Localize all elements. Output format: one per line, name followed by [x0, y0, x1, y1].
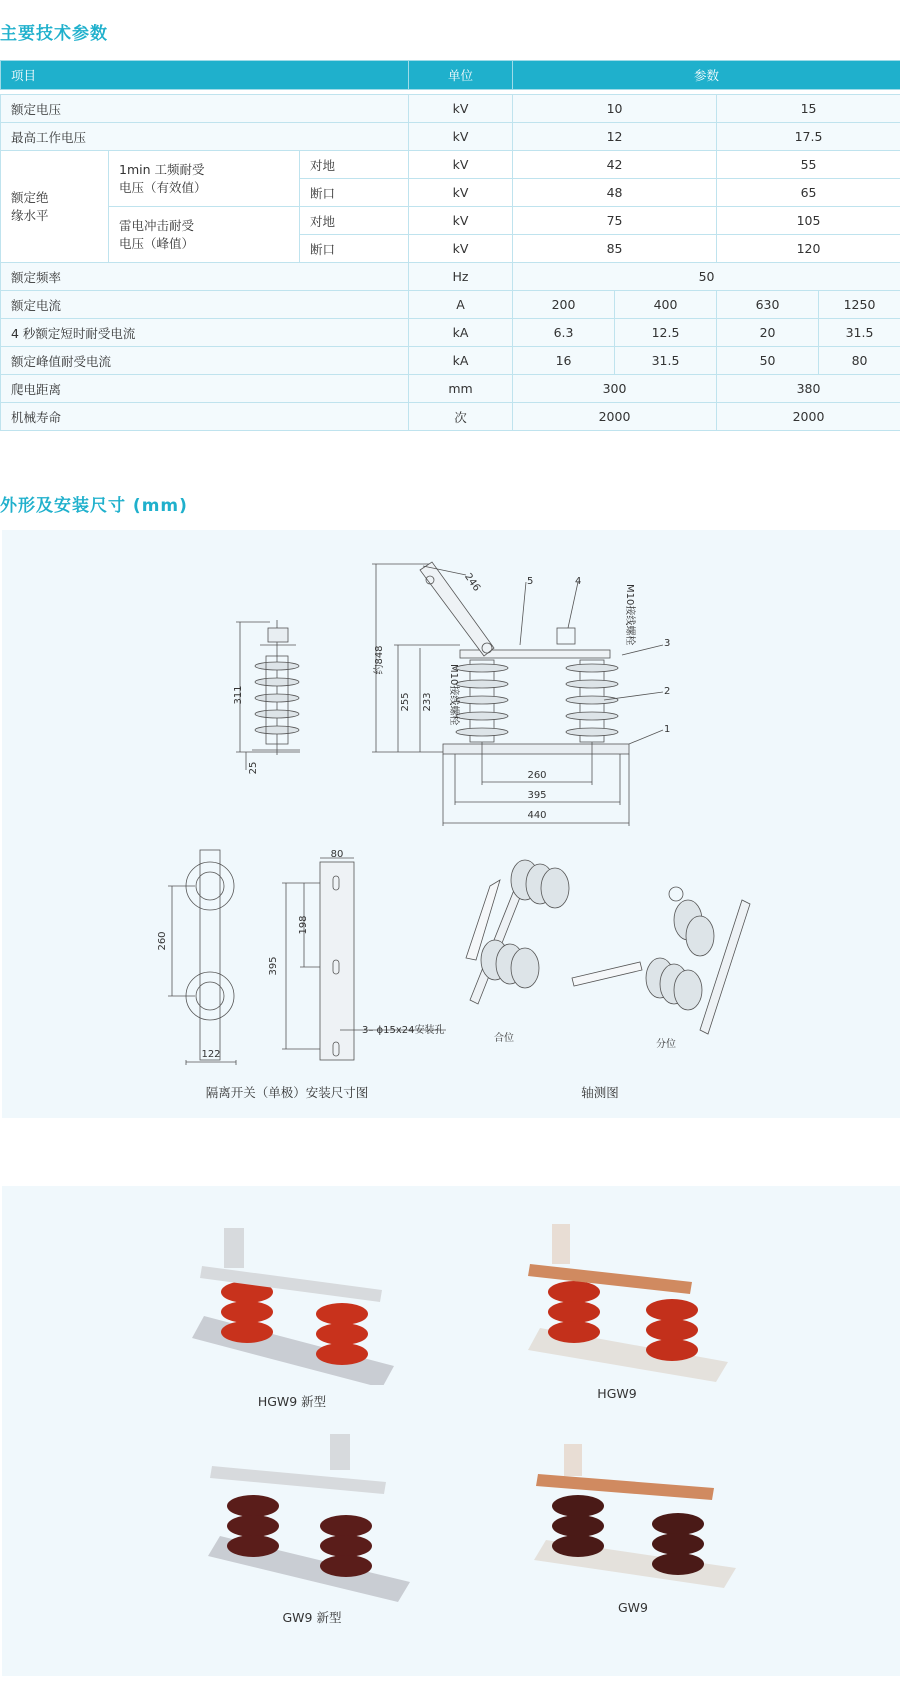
- dim-395-plate: 395: [268, 956, 279, 976]
- product-illustration: [522, 1216, 732, 1386]
- dim-440: 440: [527, 810, 547, 821]
- insulation-label-line1: 额定绝: [11, 189, 49, 205]
- row-value: 6.3: [513, 319, 615, 347]
- insulator-left: [456, 660, 508, 742]
- row-label: 机械寿命: [1, 403, 409, 431]
- caption-installation: 隔离开关（单极）安装尺寸图: [205, 1085, 369, 1100]
- closed-label: 合位: [494, 1033, 514, 1044]
- row-unit: Hz: [409, 263, 513, 291]
- row-unit: 次: [409, 403, 513, 431]
- product-name-gw9-new: GW9 新型: [282, 1610, 342, 1625]
- row-unit: kV: [409, 95, 513, 123]
- product-name-hgw9-new: HGW9 新型: [257, 1394, 327, 1409]
- impulse-line2: 电压（峰值）: [119, 235, 195, 251]
- dim-122: 122: [201, 1049, 221, 1060]
- dim-260-top: 260: [157, 931, 168, 951]
- product-illustration: [182, 1210, 402, 1385]
- product-gw9: [528, 1440, 748, 1600]
- product-hgw9-new: [182, 1210, 402, 1385]
- row-value: 65: [717, 179, 900, 207]
- product-name-gw9: GW9: [618, 1600, 648, 1615]
- product-name-hgw9: HGW9: [597, 1386, 637, 1401]
- dim-848: 约848: [374, 645, 385, 675]
- table-row: [1, 319, 900, 347]
- row-value: 12: [513, 123, 717, 151]
- product-photo-panel: [2, 1186, 900, 1676]
- impulse-line1: 雷电冲击耐受: [119, 217, 195, 233]
- row-label: 额定频率: [1, 263, 409, 291]
- row-value: 20: [717, 319, 819, 347]
- row-value: 2000: [513, 403, 717, 431]
- row-value: 50: [513, 263, 900, 291]
- row-value: 42: [513, 151, 717, 179]
- row-unit: kV: [409, 151, 513, 179]
- dim-198: 198: [298, 915, 309, 935]
- callout-3: 3: [664, 638, 671, 649]
- row-unit: A: [409, 291, 513, 319]
- insulator-right: [566, 660, 618, 742]
- row-unit: kV: [409, 207, 513, 235]
- dimension-drawing-panel: [2, 530, 900, 1118]
- row-value: 48: [513, 179, 717, 207]
- row-value: 200: [513, 291, 615, 319]
- table-row: [1, 291, 900, 319]
- row-value: 630: [717, 291, 819, 319]
- table-row: [1, 123, 900, 151]
- row-value: 1250: [819, 291, 900, 319]
- row-value: 16: [513, 347, 615, 375]
- row-value: 85: [513, 235, 717, 263]
- contact: [552, 1224, 570, 1264]
- technical-drawing: [2, 530, 900, 1118]
- dim-311: 311: [233, 685, 244, 705]
- dim-395: 395: [527, 790, 547, 801]
- product-illustration: [198, 1426, 418, 1604]
- table-row: [1, 263, 900, 291]
- row-unit: kV: [409, 235, 513, 263]
- table-row: [1, 375, 900, 403]
- power-freq-line2: 电压（有效值）: [119, 179, 207, 195]
- row-unit: mm: [409, 375, 513, 403]
- row-sublabel: 对地: [300, 207, 409, 235]
- callout-4: 4: [575, 576, 582, 587]
- product-illustration: [528, 1440, 748, 1600]
- row-unit: kA: [409, 319, 513, 347]
- contact: [330, 1434, 350, 1470]
- side-view: [236, 620, 300, 770]
- row-value: 120: [717, 235, 900, 263]
- front-view: [372, 562, 663, 826]
- insulation-label: [1, 151, 109, 263]
- row-value: 2000: [717, 403, 900, 431]
- table-row: [1, 151, 900, 179]
- row-value: 31.5: [615, 347, 717, 375]
- dim-255: 255: [400, 692, 411, 712]
- header-item: 项目: [1, 61, 409, 90]
- product-hgw9: [522, 1216, 732, 1386]
- header-param: 参数: [513, 61, 900, 90]
- caption-isometric: 轴测图: [581, 1085, 619, 1100]
- impulse-label: [109, 207, 300, 263]
- row-label: 额定峰值耐受电流: [1, 347, 409, 375]
- contact: [564, 1444, 582, 1476]
- header-unit: 单位: [409, 61, 513, 90]
- row-value: 12.5: [615, 319, 717, 347]
- bolt-note: M10接线螺栓: [624, 584, 635, 646]
- row-sublabel: 断口: [300, 179, 409, 207]
- callout-1: 1: [664, 724, 671, 735]
- row-sublabel: 对地: [300, 151, 409, 179]
- row-unit: kV: [409, 179, 513, 207]
- row-label: 爬电距离: [1, 375, 409, 403]
- isometric-open: [572, 887, 750, 1034]
- row-unit: kV: [409, 123, 513, 151]
- row-value: 10: [513, 95, 717, 123]
- top-view: [168, 850, 236, 1065]
- table-header-row: [1, 61, 900, 90]
- blade: [536, 1474, 714, 1500]
- dim-233: 233: [422, 692, 433, 712]
- table-row: [1, 403, 900, 431]
- row-label: 最高工作电压: [1, 123, 409, 151]
- row-value: 105: [717, 207, 900, 235]
- row-sublabel: 断口: [300, 235, 409, 263]
- row-value: 55: [717, 151, 900, 179]
- dim-80: 80: [330, 849, 344, 860]
- row-value: 31.5: [819, 319, 900, 347]
- power-freq-line1: 1min 工频耐受: [119, 161, 205, 177]
- bolt-note-2: M10接线螺栓: [448, 664, 459, 726]
- row-value: 17.5: [717, 123, 900, 151]
- product-gw9-new: [198, 1426, 418, 1604]
- dim-260: 260: [527, 770, 547, 781]
- row-label: 4 秒额定短时耐受电流: [1, 319, 409, 347]
- row-value: 15: [717, 95, 900, 123]
- row-value: 380: [717, 375, 900, 403]
- row-unit: kA: [409, 347, 513, 375]
- table-row: [1, 347, 900, 375]
- blade: [210, 1466, 386, 1494]
- hole-note: 3– ϕ15x24安装孔: [362, 1025, 445, 1036]
- open-label: 分位: [656, 1039, 676, 1050]
- callout-5: 5: [527, 576, 534, 587]
- row-value: 80: [819, 347, 900, 375]
- dim-25: 25: [248, 761, 259, 775]
- section-title-dimensions: 外形及安装尺寸 (mm): [0, 496, 188, 516]
- isometric-closed: [466, 860, 569, 1004]
- spec-table: [0, 60, 900, 431]
- contact: [224, 1228, 244, 1268]
- row-value: 400: [615, 291, 717, 319]
- table-row: [1, 207, 900, 235]
- row-value: 300: [513, 375, 717, 403]
- row-label: 额定电压: [1, 95, 409, 123]
- insulation-label-line2: 缘水平: [11, 207, 49, 223]
- power-freq-label: [109, 151, 300, 207]
- row-value: 75: [513, 207, 717, 235]
- callout-2: 2: [664, 686, 671, 697]
- row-value: 50: [717, 347, 819, 375]
- dim-246: 246: [462, 571, 483, 594]
- section-title-specs: 主要技术参数: [0, 24, 108, 44]
- row-label: 额定电流: [1, 291, 409, 319]
- table-row: [1, 95, 900, 123]
